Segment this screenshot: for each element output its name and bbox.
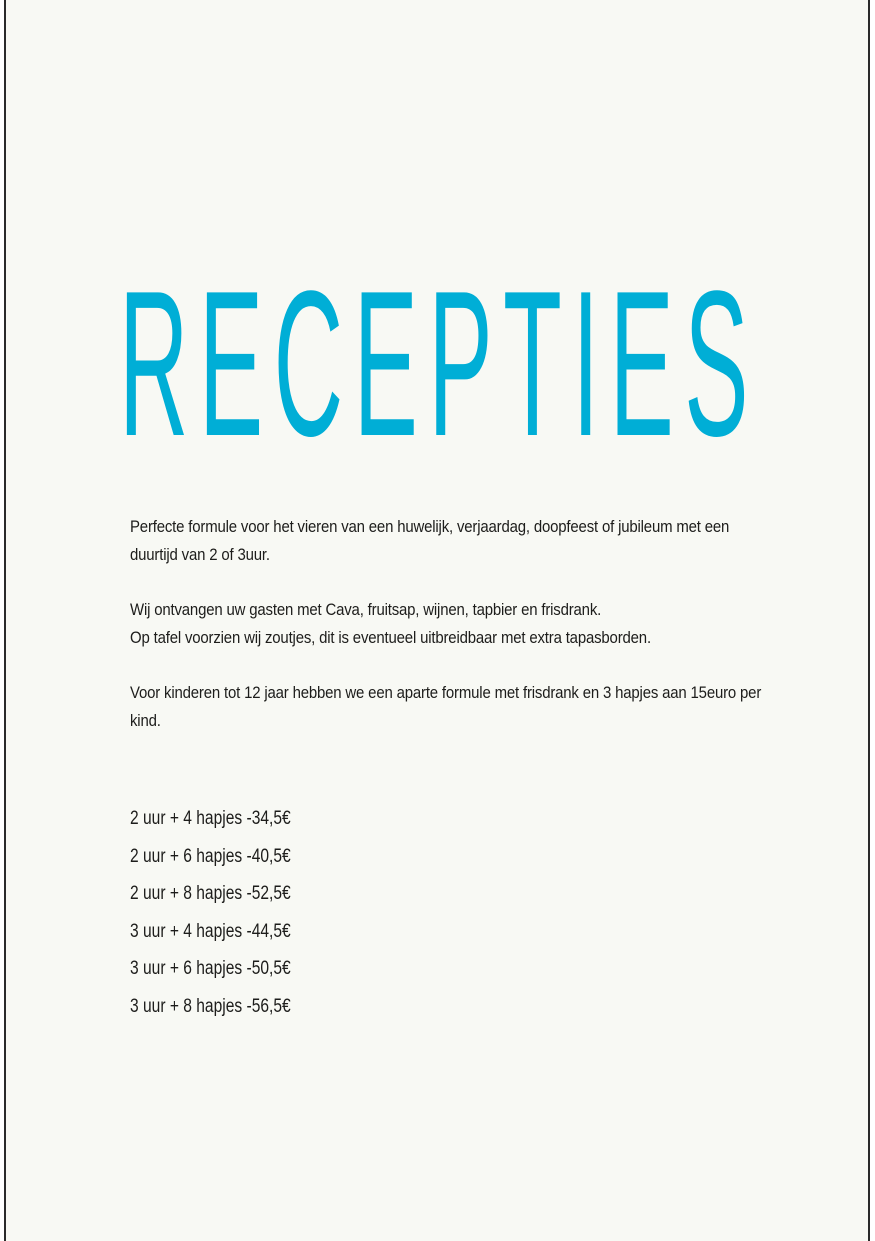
- intro-text: [130, 513, 770, 762]
- drinks-line: Wij ontvangen uw gasten met Cava, fruitsap, wijnen, tapbier en frisdrank.: [130, 600, 602, 619]
- menu-page: [4, 0, 870, 1241]
- page-title: [6, 155, 872, 445]
- price-item: 3 uur + 6 hapjes -50,5€: [130, 958, 291, 979]
- price-item: 3 uur + 4 hapjes -44,5€: [130, 920, 291, 942]
- title-text: RECEPTIES: [118, 249, 760, 445]
- price-item: 2 uur + 8 hapjes -52,5€: [130, 883, 291, 904]
- price-item: 2 uur + 6 hapjes -40,5€: [130, 845, 291, 867]
- price-item: 3 uur + 8 hapjes -56,5€: [130, 995, 291, 1017]
- intro-paragraph-drinks: [130, 596, 764, 652]
- snacks-line: Op tafel voorzien wij zoutjes, dit is eventueel uitbreidbaar met extra tapasborden.: [130, 628, 651, 647]
- title-svg: [6, 155, 872, 445]
- price-item: 2 uur + 4 hapjes -34,5€: [130, 808, 291, 829]
- price-list: [130, 800, 326, 1025]
- intro-paragraph-children: Voor kinderen tot 12 jaar hebben we een aparte formule met frisdrank en 3 hapjes aan 15euro per kind.: [130, 683, 762, 730]
- intro-paragraph-occasions: Perfecte formule voor het vieren van een huwelijk, verjaardag, doopfeest of jubileum met een duurtijd van 2 of 3uur.: [130, 517, 730, 564]
